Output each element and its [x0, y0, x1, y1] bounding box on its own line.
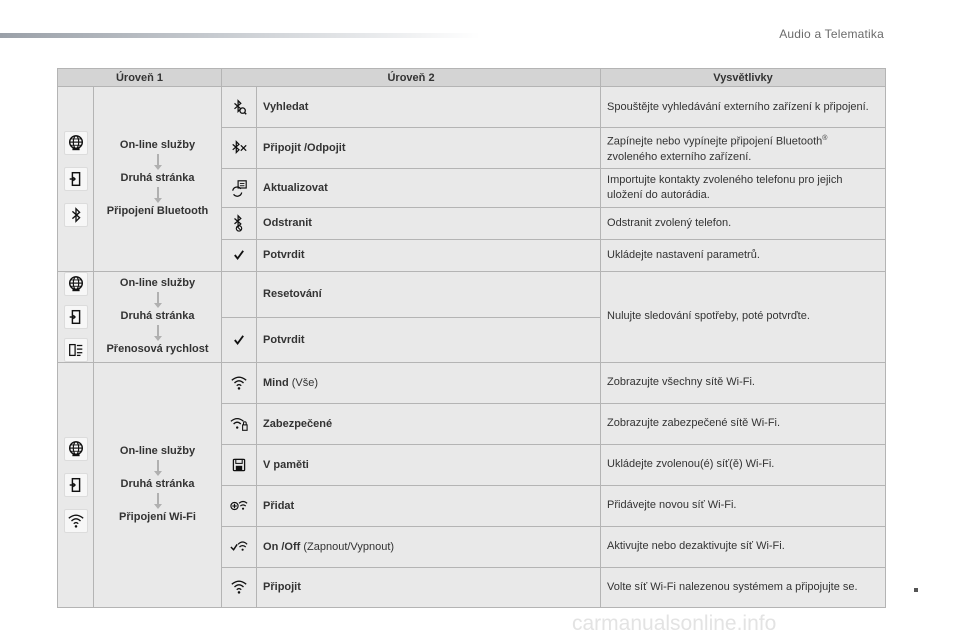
down-arrow-icon	[154, 154, 162, 170]
check-icon	[232, 333, 246, 347]
section-title: Audio a Telematika	[779, 27, 884, 41]
row-desc-rest: zvoleného externího zařízení.	[607, 150, 752, 163]
page-icon	[64, 167, 88, 191]
level1-path-rate	[94, 271, 222, 362]
table-row	[58, 271, 886, 317]
row-label: Potvrdit	[257, 317, 601, 362]
level1-path-bluetooth	[94, 87, 222, 272]
header-gradient-bar	[0, 33, 480, 38]
row-desc: Zobrazujte všechny sítě Wi-Fi.	[601, 362, 886, 403]
row-desc: Aktivujte nebo dezaktivujte síť Wi-Fi.	[601, 526, 886, 567]
down-arrow-icon	[154, 325, 162, 341]
path-step: Připojení Bluetooth	[106, 205, 209, 218]
path-step: Druhá stránka	[120, 310, 195, 323]
path-step: Druhá stránka	[120, 478, 195, 491]
row-desc-cell	[601, 128, 886, 169]
header-notes: Vysvětlivky	[601, 69, 886, 87]
row-label: V paměti	[257, 444, 601, 485]
row-icon-cell	[222, 168, 257, 207]
page-icon	[64, 473, 88, 497]
remove-bluetooth-icon	[230, 214, 248, 232]
page-icon	[64, 305, 88, 329]
wifi-add-icon	[230, 497, 248, 515]
path-step: Připojení Wi-Fi	[119, 511, 196, 524]
row-label: Připojit	[257, 567, 601, 607]
row-label: Vyhledat	[257, 87, 601, 128]
row-label: Odstranit	[257, 207, 601, 239]
row-label-cell	[257, 526, 601, 567]
row-label: Resetování	[257, 271, 601, 317]
row-desc: Zapínejte nebo vypínejte připojení Bluetooth	[607, 135, 823, 148]
watermark: carmanualsonline.info	[572, 612, 777, 635]
transfer-rate-icon	[64, 338, 88, 362]
globe-icon	[64, 272, 88, 296]
row-desc: Nulujte sledování spotřeby, poté potvrďte.	[601, 271, 886, 362]
row-icon-cell	[222, 444, 257, 485]
wifi-icon	[230, 374, 248, 392]
path-step: Druhá stránka	[120, 172, 195, 185]
header-level1: Úroveň 1	[58, 69, 222, 87]
row-label-cell	[257, 362, 601, 403]
table-header-row	[58, 69, 886, 87]
row-icon-cell	[222, 239, 257, 271]
bluetooth-disconnect-icon	[230, 139, 248, 157]
page-number	[914, 588, 918, 592]
row-desc: Ukládejte zvolenou(é) síť(ě) Wi-Fi.	[601, 444, 886, 485]
row-label-extra: (Zapnout/Vypnout)	[300, 540, 395, 553]
row-icon-cell	[222, 87, 257, 128]
check-icon	[232, 248, 246, 262]
globe-icon	[64, 437, 88, 461]
menu-table	[57, 68, 886, 608]
row-icon-cell	[222, 485, 257, 526]
bluetooth-icon	[64, 203, 88, 227]
row-icon-cell	[222, 128, 257, 169]
row-desc: Importujte kontakty zvoleného telefonu pro jejich uložení do autorádia.	[601, 168, 886, 207]
row-icon-cell	[222, 362, 257, 403]
wifi-icon	[64, 509, 88, 533]
wifi-icon	[230, 578, 248, 596]
path-step: On-line služby	[119, 139, 196, 152]
search-bluetooth-icon	[230, 98, 248, 116]
row-desc: Zobrazujte zabezpečené sítě Wi-Fi.	[601, 403, 886, 444]
row-label: Mind	[263, 376, 289, 389]
refresh-contacts-icon	[230, 179, 248, 197]
wifi-toggle-icon	[230, 538, 248, 556]
path-step: On-line služby	[119, 277, 196, 290]
level1-icons-rate	[58, 271, 94, 362]
row-desc: Přidávejte novou síť Wi-Fi.	[601, 485, 886, 526]
row-label-extra: (Vše)	[288, 376, 319, 389]
row-label: On /Off	[263, 540, 301, 553]
registered-mark: ®	[822, 135, 828, 142]
row-icon-cell	[222, 317, 257, 362]
row-label: Zabezpečené	[257, 403, 601, 444]
down-arrow-icon	[154, 460, 162, 476]
row-label: Připojit /Odpojit	[257, 128, 601, 169]
globe-icon	[64, 131, 88, 155]
level1-icons-wifi	[58, 362, 94, 607]
row-icon-cell	[222, 567, 257, 607]
table-row	[58, 362, 886, 403]
path-step: On-line služby	[119, 445, 196, 458]
row-desc: Ukládejte nastavení parametrů.	[601, 239, 886, 271]
row-desc: Volte síť Wi-Fi nalezenou systémem a připojujte se.	[601, 567, 886, 607]
down-arrow-icon	[154, 292, 162, 308]
row-icon-cell	[222, 526, 257, 567]
table-row	[58, 87, 886, 128]
down-arrow-icon	[154, 493, 162, 509]
row-desc: Spouštějte vyhledávání externího zařízení k připojení.	[601, 87, 886, 128]
header-level2: Úroveň 2	[222, 69, 601, 87]
row-label: Potvrdit	[257, 239, 601, 271]
level1-path-wifi	[94, 362, 222, 607]
row-icon-cell	[222, 271, 257, 317]
save-icon	[231, 457, 247, 473]
path-step: Přenosová rychlost	[106, 343, 209, 356]
wifi-secure-icon	[230, 415, 248, 433]
row-icon-cell	[222, 403, 257, 444]
down-arrow-icon	[154, 187, 162, 203]
row-icon-cell	[222, 207, 257, 239]
level1-icons-bluetooth	[58, 87, 94, 272]
row-desc: Odstranit zvolený telefon.	[601, 207, 886, 239]
row-label: Aktualizovat	[257, 168, 601, 207]
row-label: Přidat	[257, 485, 601, 526]
